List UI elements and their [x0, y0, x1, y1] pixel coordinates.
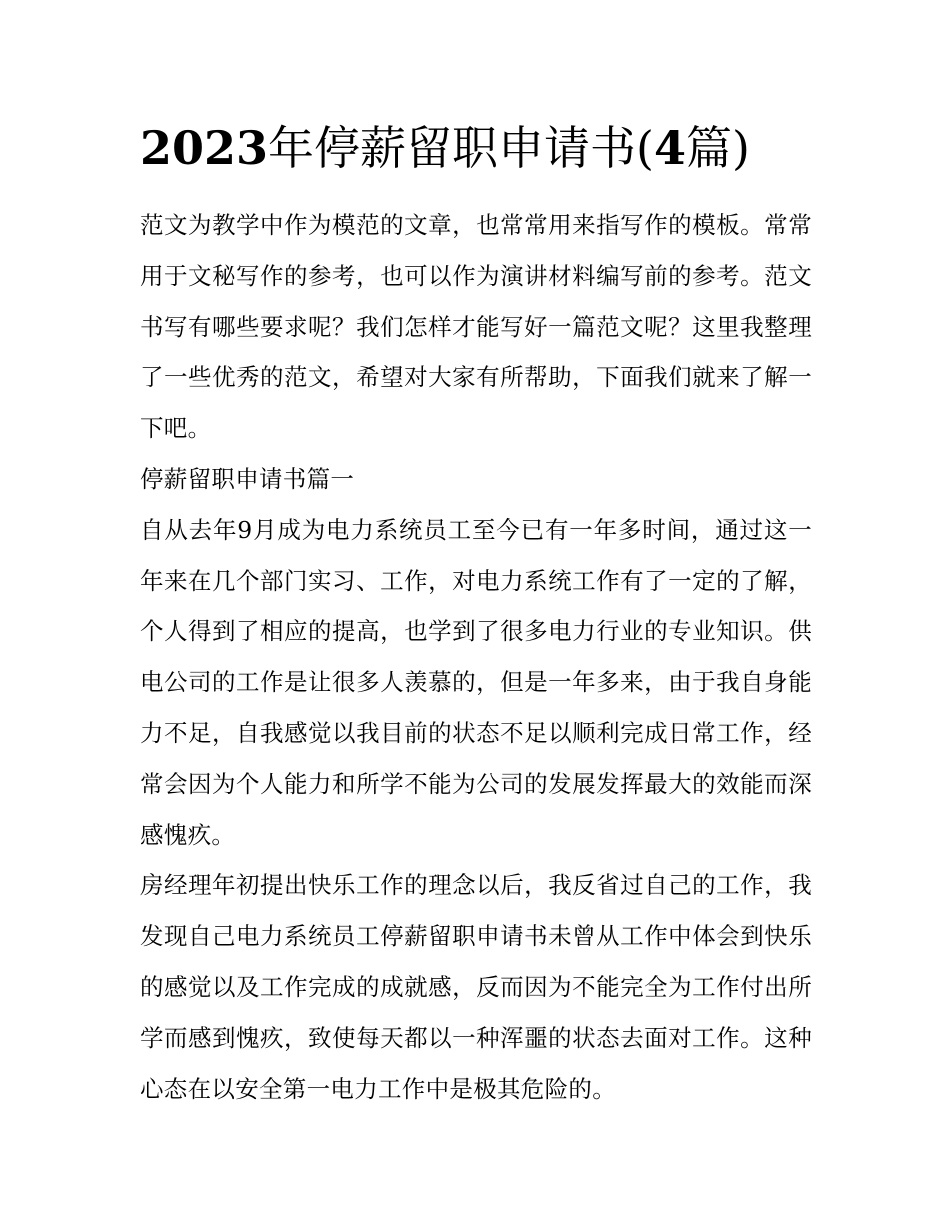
body-paragraph: 房经理年初提出快乐工作的理念以后，我反省过自己的工作，我发现自己电力系统员工停薪留职申请书未曾从工作中体会到快乐的感觉以及工作完成的成就感，反而因为不能完全为工作付出所学而感到愧疚，致使每天都以一种浑噩的状态去面对工作。这种心态在以安全第一电力工作中是极其危险的。 — [140, 871, 812, 1103]
document-title — [140, 118, 812, 178]
title-suffix: 篇) — [686, 121, 750, 175]
title-text: 年停薪留职申请书( — [268, 121, 654, 175]
title-year: 2023 — [140, 121, 269, 175]
intro-paragraph: 范文为教学中作为模范的文章，也常常用来指写作的模板。常常用于文秘写作的参考，也可以作为演讲材料编写前的参考。范文书写有哪些要求呢？我们怎样才能写好一篇范文呢？这里我整理了一些优秀的范文，希望对大家有所帮助，下面我们就来了解一下吧。 — [140, 211, 812, 443]
section-heading: 停薪留职申请书篇一 — [140, 464, 355, 493]
body-paragraph: 自从去年9月成为电力系统员工至今已有一年多时间，通过这一年来在几个部门实习、工作，对电力系统工作有了一定的了解，个人得到了相应的提高，也学到了很多电力行业的专业知识。供电公司的工作是让很多人羡慕的，但是一年多来，由于我自身能力不足，自我感觉以我目前的状态不足以顺利完成日常工作，经常会因为个人能力和所学不能为公司的发展发挥最大的效能而深感愧疚。 — [140, 515, 812, 849]
title-count: 4 — [653, 121, 686, 175]
document-body — [140, 118, 812, 1114]
